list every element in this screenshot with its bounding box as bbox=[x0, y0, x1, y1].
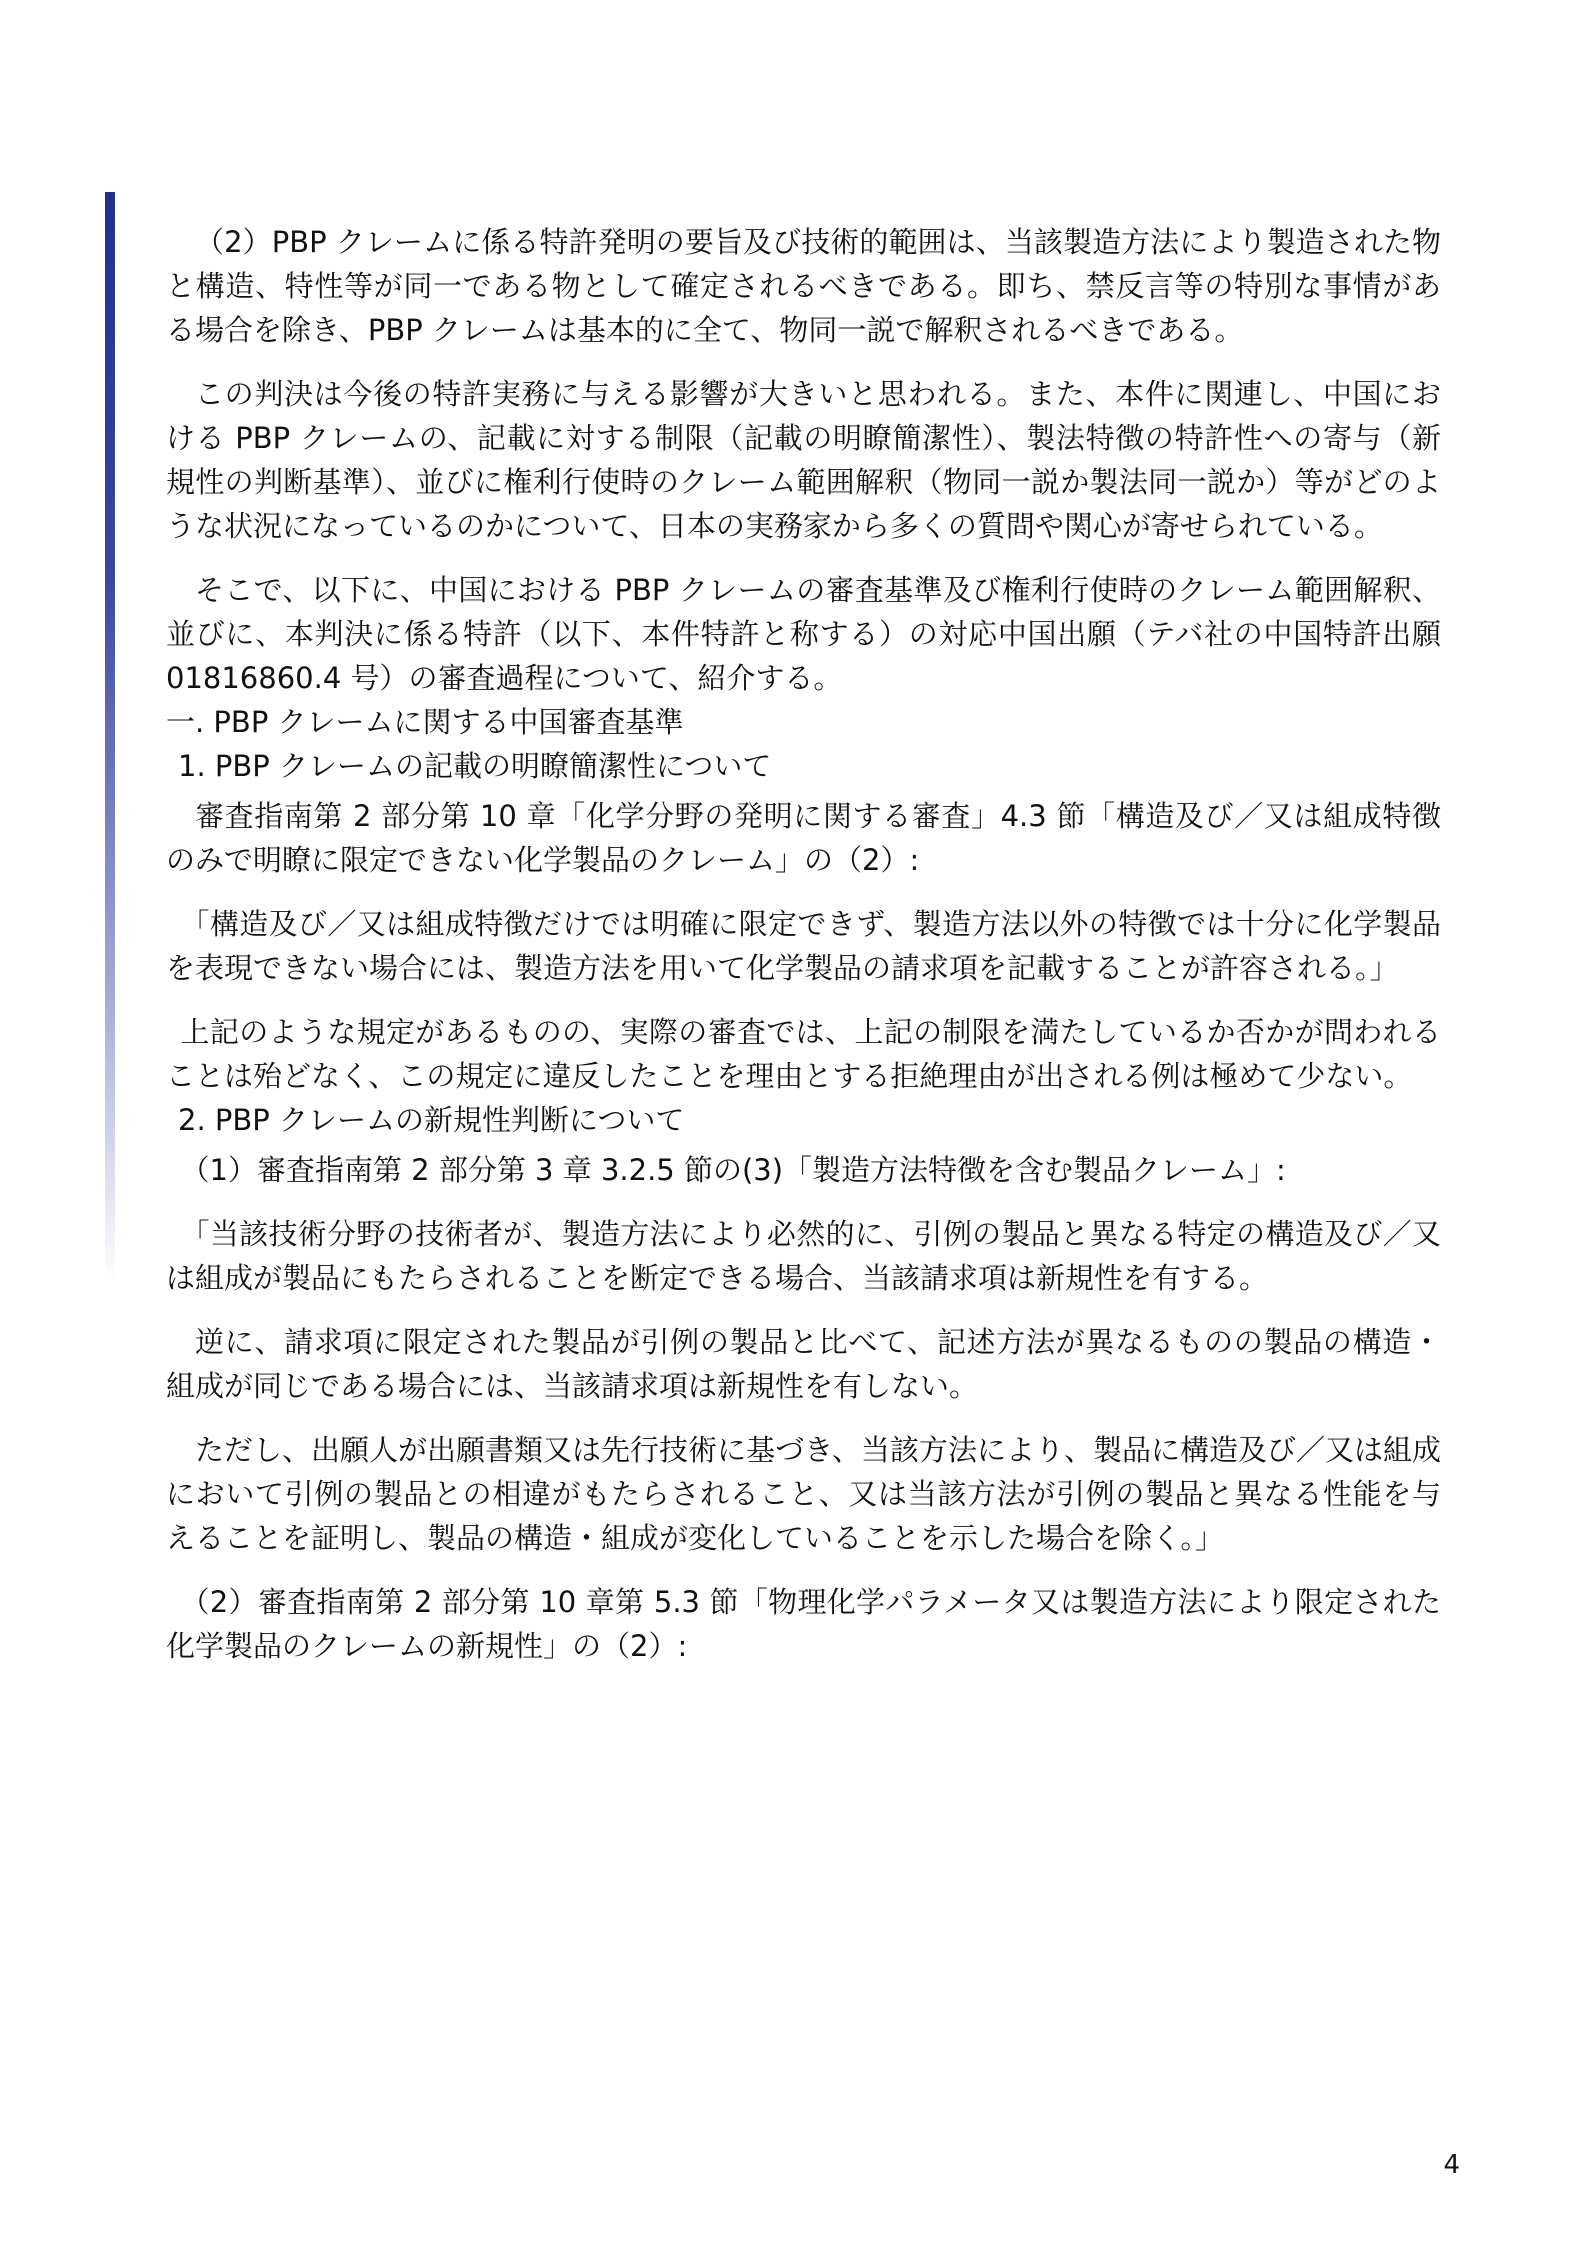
page-number: 4 bbox=[1443, 2150, 1460, 2180]
paragraph-claim-interpretation: （2）PBP クレームに係る特許発明の要旨及び技術的範囲は、当該製造方法により製造された物と構造、特性等が同一である物として確定されるべきである。即ち、禁反言等の特別な事情がある場合を除き、PBP クレームは基本的に全て、物同一説で解釈されるべきである。 bbox=[166, 225, 1441, 347]
paragraph-impact: この判決は今後の特許実務に与える影響が大きいと思われる。また、本件に関連し、中国における PBP クレームの、記載に対する制限（記載の明瞭簡潔性）、製法特徴の特許性への寄与（新規性の判断基準）、並びに権利行使時のクレーム範囲解釈（物同一説か製法同一説か）等がどのような状況になっているのかについて、日本の実務家から多くの質問や関心が寄せられている。 bbox=[166, 377, 1441, 543]
subsection-2-quote-2: 逆に、請求項に限定された製品が引例の製品と比べて、記述方法が異なるものの製品の構造・組成が同じである場合には、当該請求項は新規性を有しない。 bbox=[166, 1325, 1441, 1403]
document-body bbox=[166, 220, 1441, 1668]
subsection-1-intro: 審査指南第 2 部分第 10 章「化学分野の発明に関する審査」4.3 節「構造及び／又は組成特徴のみで明瞭に限定できない化学製品のクレーム」の（2）: bbox=[166, 799, 1441, 877]
paragraph-introduction: そこで、以下に、中国における PBP クレームの審査基準及び権利行使時のクレーム範囲解釈、並びに、本判決に係る特許（以下、本件特許と称する）の対応中国出願（テバ社の中国特許出願 01816860.4 号）の審査過程について、紹介する。 bbox=[166, 573, 1441, 695]
subsection-2-heading: 2. PBP クレームの新規性判断について bbox=[178, 1103, 685, 1137]
margin-accent-bar bbox=[105, 192, 115, 1282]
subsection-2-item-2: （2）審査指南第 2 部分第 10 章第 5.3 節「物理化学パラメータ又は製造方法により限定された化学製品のクレームの新規性」の（2）: bbox=[166, 1585, 1441, 1663]
subsection-1-quote: 「構造及び／又は組成特徴だけでは明確に限定できず、製造方法以外の特徴では十分に化学製品を表現できない場合には、製造方法を用いて化学製品の請求項を記載することが許容される。」 bbox=[166, 907, 1441, 985]
subsection-2-quote-1: 「当該技術分野の技術者が、製造方法により必然的に、引例の製品と異なる特定の構造及び／又は組成が製品にもたらされることを断定できる場合、当該請求項は新規性を有する。 bbox=[166, 1217, 1441, 1295]
subsection-1-heading: 1. PBP クレームの記載の明瞭簡潔性について bbox=[178, 749, 772, 783]
section-one-heading: 一. PBP クレームに関する中国審査基準 bbox=[166, 705, 684, 739]
subsection-2-item-1: （1）審査指南第 2 部分第 3 章 3.2.5 節の(3)「製造方法特徴を含む製品クレーム」: bbox=[180, 1153, 1286, 1187]
subsection-2-quote-3: ただし、出願人が出願書類又は先行技術に基づき、当該方法により、製品に構造及び／又は組成において引例の製品との相違がもたらされること、又は当該方法が引例の製品と異なる性能を与えることを証明し、製品の構造・組成が変化していることを示した場合を除く。」 bbox=[166, 1433, 1441, 1555]
subsection-1-comment: 上記のような規定があるものの、実際の審査では、上記の制限を満たしているか否かが問われることは殆どなく、この規定に違反したことを理由とする拒絶理由が出される例は極めて少ない。 bbox=[166, 1015, 1441, 1093]
